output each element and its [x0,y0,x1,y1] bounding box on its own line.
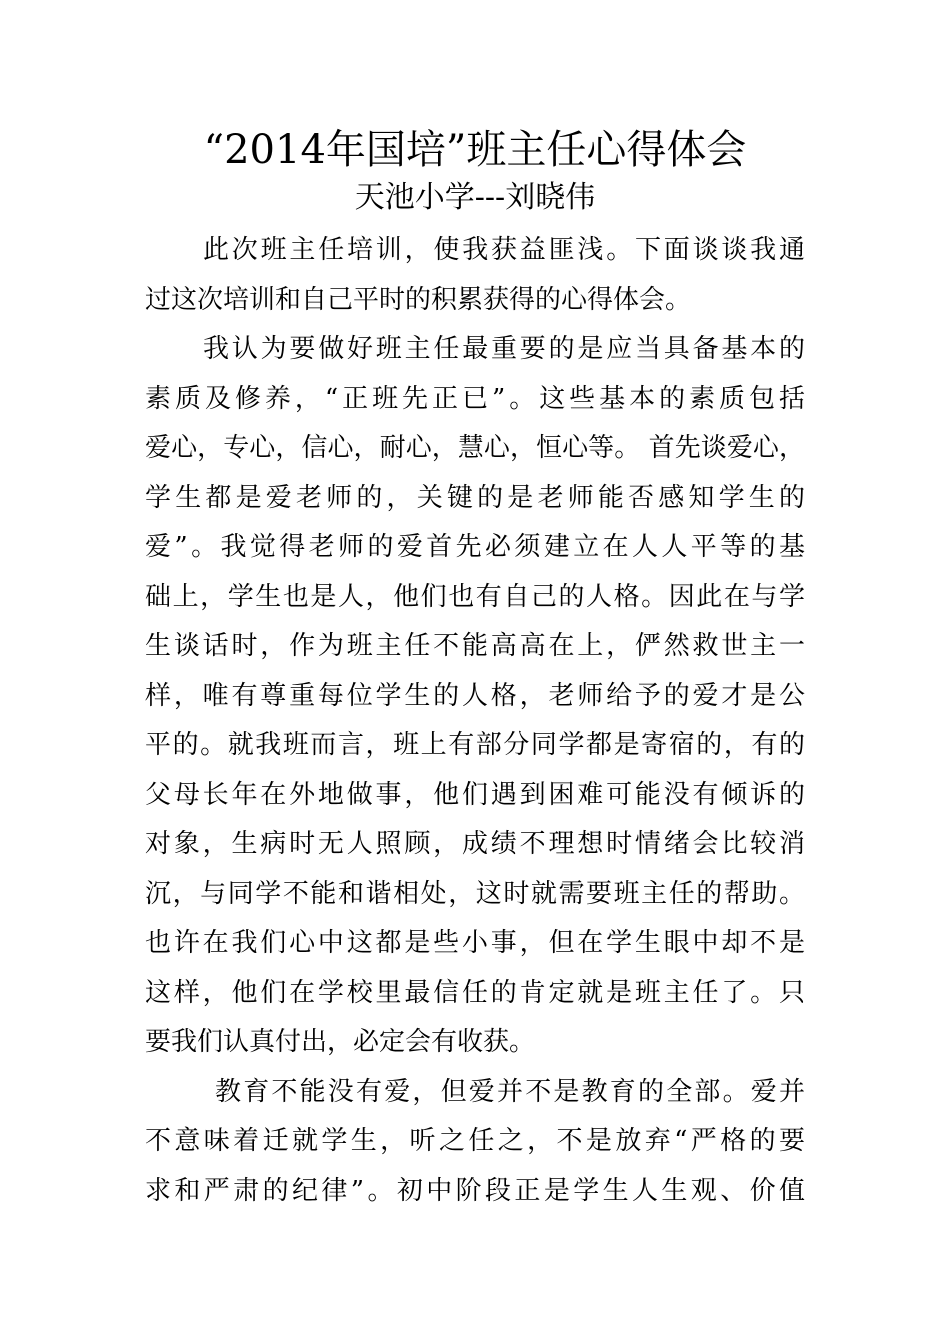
text-line: 这样，他们在学校里最信任的肯定就是班主任了。只 [145,977,805,1008]
text-line: 也许在我们心中这都是些小事，但在学生眼中却不是 [145,928,805,958]
text-line: 此次班主任培训，使我获益匪浅。下面谈谈我通 [203,235,805,265]
document-author: 天池小学---刘晓伟 [354,180,596,215]
text-line: 础上，学生也是人，他们也有自己的人格。因此在与学 [145,581,805,612]
document-title: “2014年国培”班主任心得体会 [203,127,747,173]
text-line: 要我们认真付出，必定会有收获。 [145,1027,536,1057]
text-line: 学生都是爱老师的，关键的是老师能否感知学生的 [145,482,805,513]
text-line: 对象，生病时无人照顾，成绩不理想时情绪会比较消 [145,829,805,859]
text-line: 不意味着迁就学生，听之任之，不是放弃“严格的要 [145,1126,805,1156]
text-line: 沉，与同学不能和谐相处，这时就需要班主任的帮助。 [145,878,805,909]
text-line: 教育不能没有爱，但爱并不是教育的全部。爱并 [215,1076,805,1107]
text-line: 样，唯有尊重每位学生的人格，老师给予的爱才是公 [145,680,805,711]
text-line: 过这次培训和自己平时的积累获得的心得体会。 [145,284,692,315]
text-line: 生谈话时，作为班主任不能高高在上，俨然救世主一 [145,631,805,661]
text-line: 我认为要做好班主任最重要的是应当具备基本的 [203,334,805,364]
text-line: 爱心，专心，信心，耐心，慧心，恒心等。 首先谈爱心， [145,433,805,463]
document-body [145,226,805,1216]
text-line: 平的。就我班而言，班上有部分同学都是寄宿的，有的 [145,730,805,760]
text-line: 素质及修养，“正班先正已”。这些基本的素质包括 [145,383,805,414]
text-line: 求和严肃的纪律”。初中阶段正是学生人生观、价值 [145,1175,805,1206]
text-line: 父母长年在外地做事，他们遇到困难可能没有倾诉的 [145,779,805,810]
text-line: 爱”。我觉得老师的爱首先必须建立在人人平等的基 [145,532,805,562]
